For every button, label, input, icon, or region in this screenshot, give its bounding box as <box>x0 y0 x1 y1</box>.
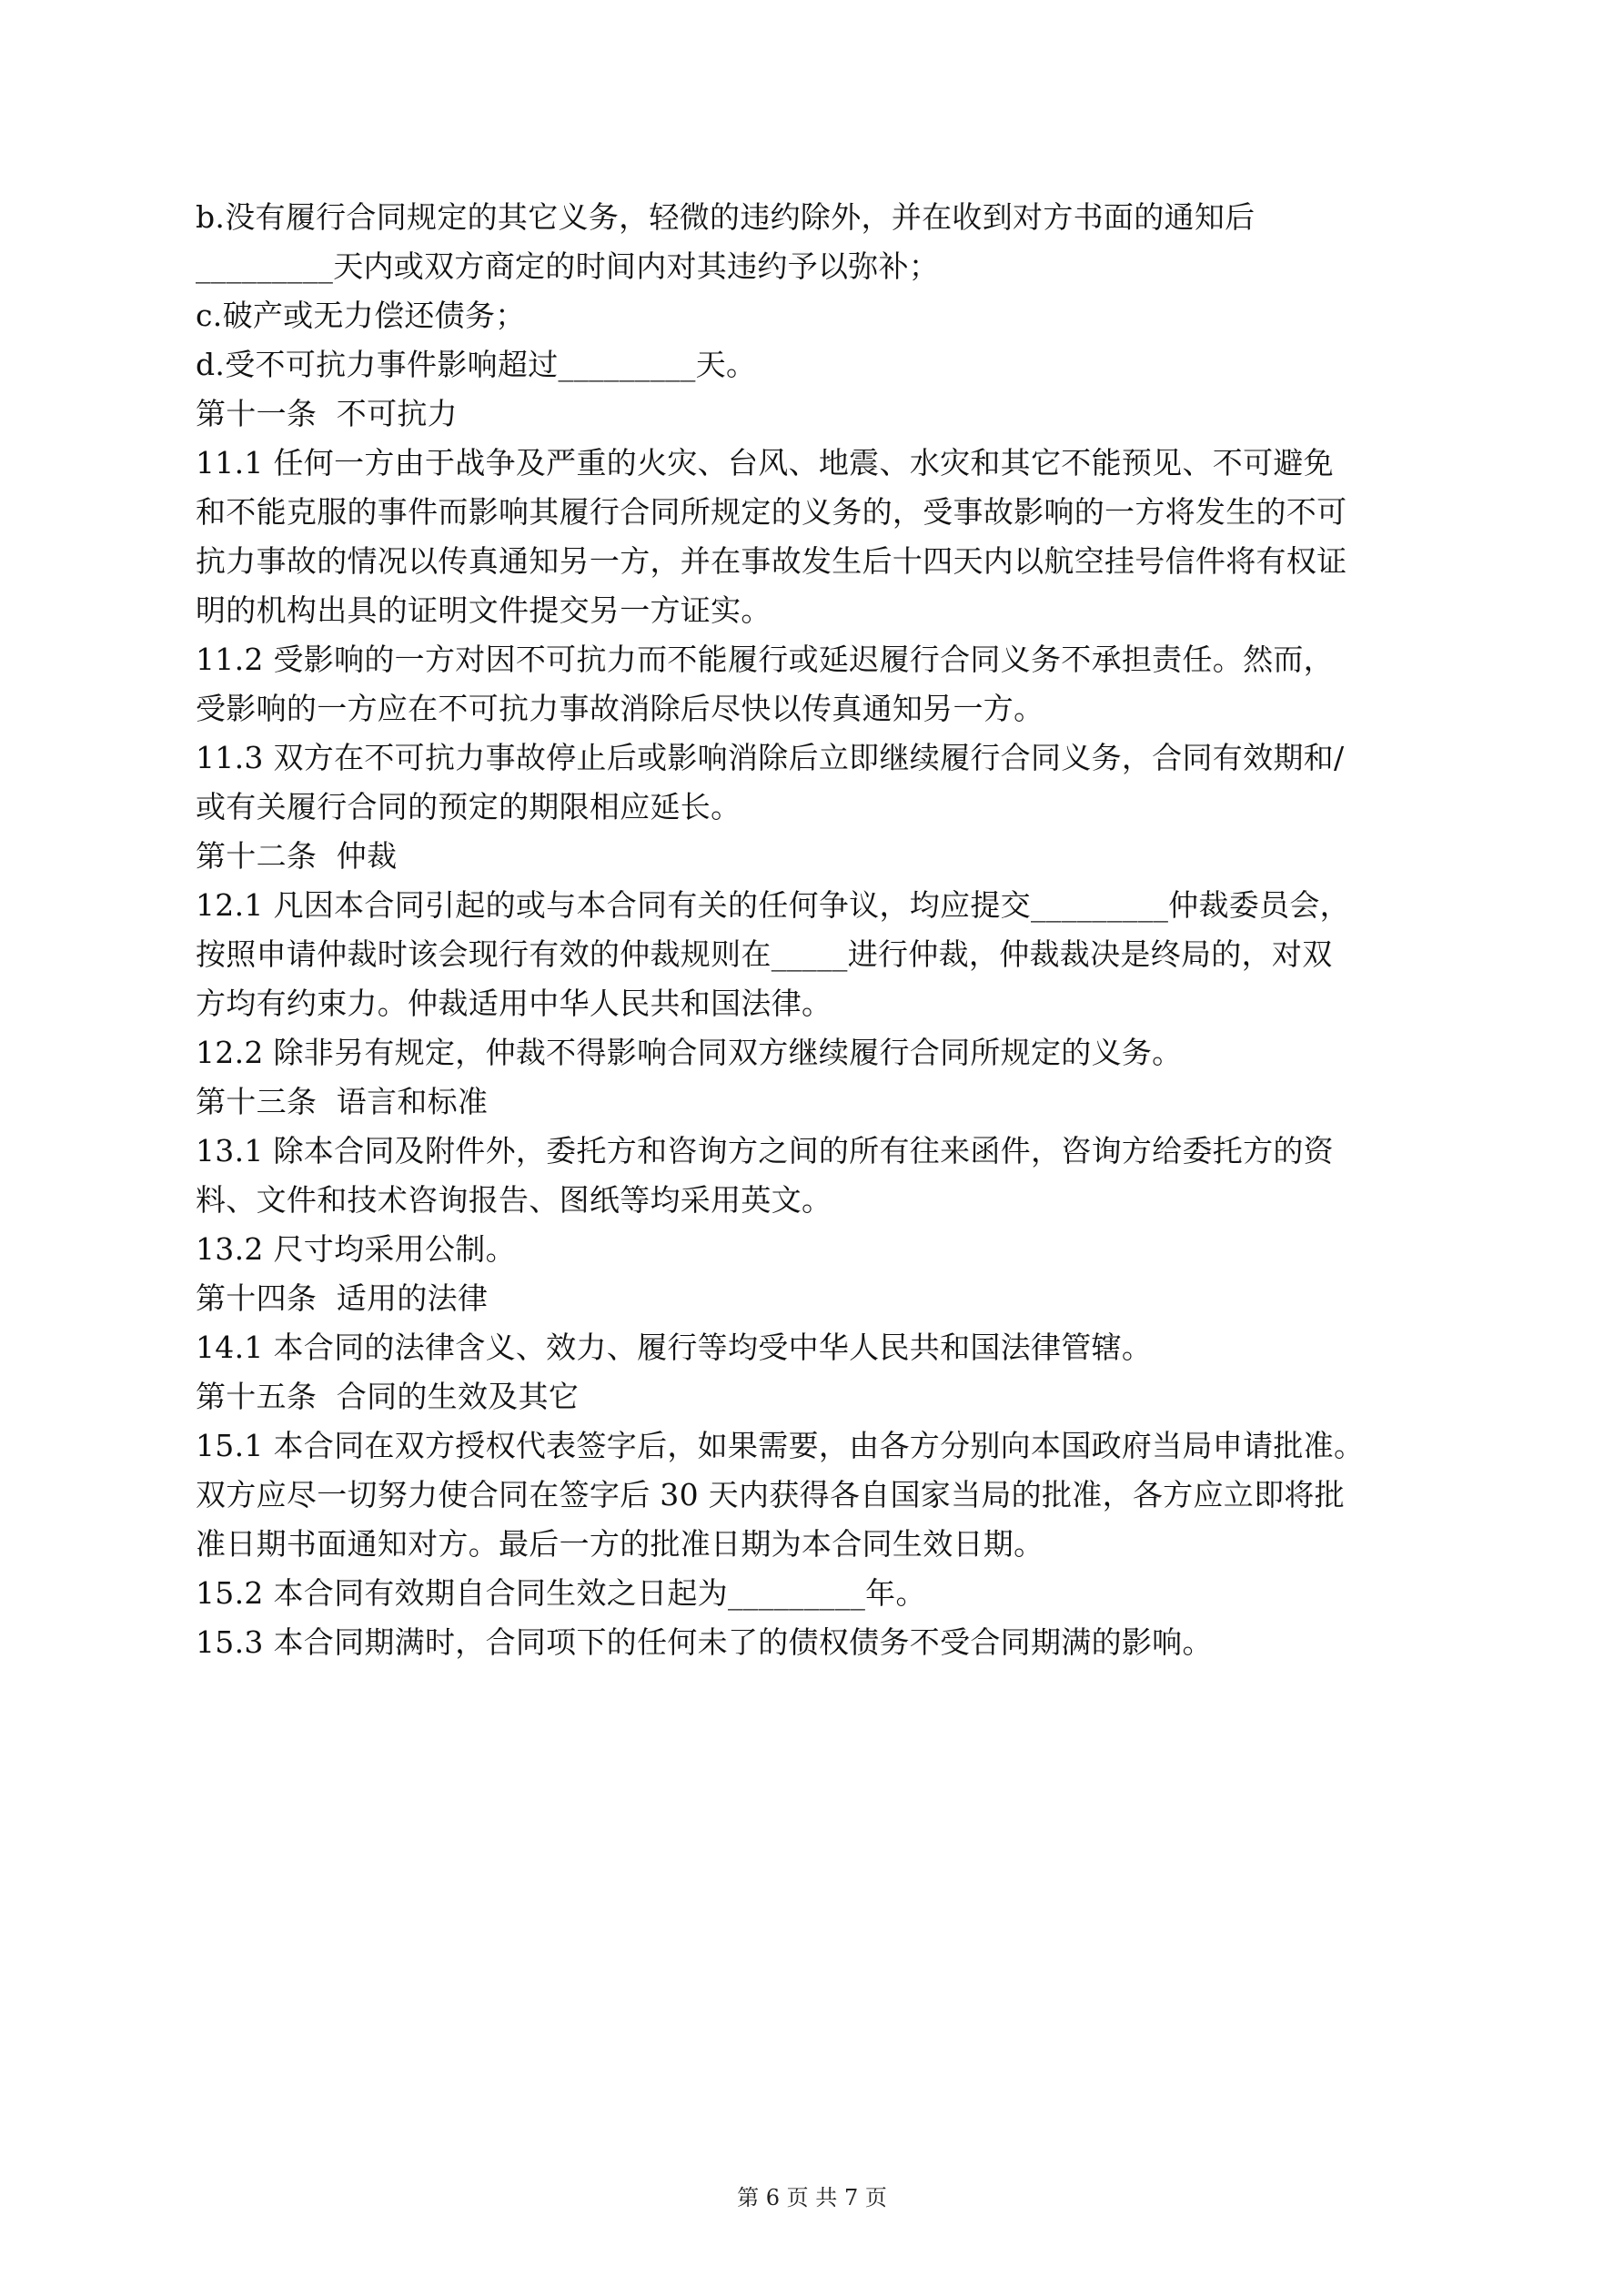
text-line: 13.1 除本合同及附件外，委托方和咨询方之间的所有往来函件，咨询方给委托方的资 <box>196 1133 1334 1168</box>
text-line: 11.3 双方在不可抗力事故停止后或影响消除后立即继续履行合同义务，合同有效期和/ <box>196 740 1345 775</box>
text-line: 11.1 任何一方由于战争及严重的火灾、台风、地震、水灾和其它不能预见、不可避免 <box>196 445 1334 480</box>
text-line: 抗力事故的情况以传真通知另一方，并在事故发生后十四天内以航空挂号信件将有权证 <box>196 543 1347 579</box>
text-line: 11.2 受影响的一方对因不可抗力而不能履行或延迟履行合同义务不承担责任。然而， <box>196 642 1334 677</box>
text-line: 15.2 本合同有效期自合同生效之日起为_________年。 <box>196 1575 926 1611</box>
page-number-footer: 第 6 页 共 7 页 <box>737 2185 887 2210</box>
text-line: 13.2 尺寸均采用公制。 <box>196 1231 516 1267</box>
text-line: 料、文件和技术咨询报告、图纸等均采用英文。 <box>196 1182 832 1218</box>
text-line: 双方应尽一切努力使合同在签字后 30 天内获得各自国家当局的批准，各方应立即将批 <box>196 1477 1345 1512</box>
section-heading: 第十二条 仲裁 <box>196 838 398 874</box>
text-line: b.没有履行合同规定的其它义务，轻微的违约除外，并在收到对方书面的通知后 <box>196 199 1256 235</box>
text-line: 12.2 除非另有规定，仲裁不得影响合同双方继续履行合同所规定的义务。 <box>196 1035 1183 1070</box>
text-line: 15.3 本合同期满时，合同项下的任何未了的债权债务不受合同期满的影响。 <box>196 1624 1213 1660</box>
text-line: 12.1 凡因本合同引起的或与本合同有关的任何争议，均应提交_________仲裁委员会， <box>196 887 1350 923</box>
text-line: _________天内或双方商定的时间内对其违约予以弥补； <box>196 248 940 284</box>
text-line: 方均有约束力。仲裁适用中华人民共和国法律。 <box>196 986 832 1021</box>
text-line: c.破产或无力偿还债务； <box>196 298 526 333</box>
text-line: d.受不可抗力事件影响超过_________天。 <box>196 347 757 382</box>
text-line: 受影响的一方应在不可抗力事故消除后尽快以传真通知另一方。 <box>196 691 1044 726</box>
text-line: 14.1 本合同的法律含义、效力、履行等均受中华人民共和国法律管辖。 <box>196 1330 1153 1365</box>
section-heading: 第十五条 合同的生效及其它 <box>196 1379 580 1414</box>
text-line: 和不能克服的事件而影响其履行合同所规定的义务的，受事故影响的一方将发生的不可 <box>196 494 1347 530</box>
text-line: 15.1 本合同在双方授权代表签字后，如果需要，由各方分别向本国政府当局申请批准。 <box>196 1428 1365 1463</box>
text-line: 按照申请仲裁时该会现行有效的仲裁规则在_____进行仲裁，仲裁裁决是终局的，对双 <box>196 936 1333 972</box>
text-line: 准日期书面通知对方。最后一方的批准日期为本合同生效日期。 <box>196 1526 1044 1562</box>
section-heading: 第十一条 不可抗力 <box>196 396 458 431</box>
text-line: 明的机构出具的证明文件提交另一方证实。 <box>196 592 772 628</box>
text-line: 或有关履行合同的预定的期限相应延长。 <box>196 789 741 824</box>
document-body <box>196 193 1451 1667</box>
section-heading: 第十四条 适用的法律 <box>196 1280 489 1316</box>
section-heading: 第十三条 语言和标准 <box>196 1084 489 1119</box>
